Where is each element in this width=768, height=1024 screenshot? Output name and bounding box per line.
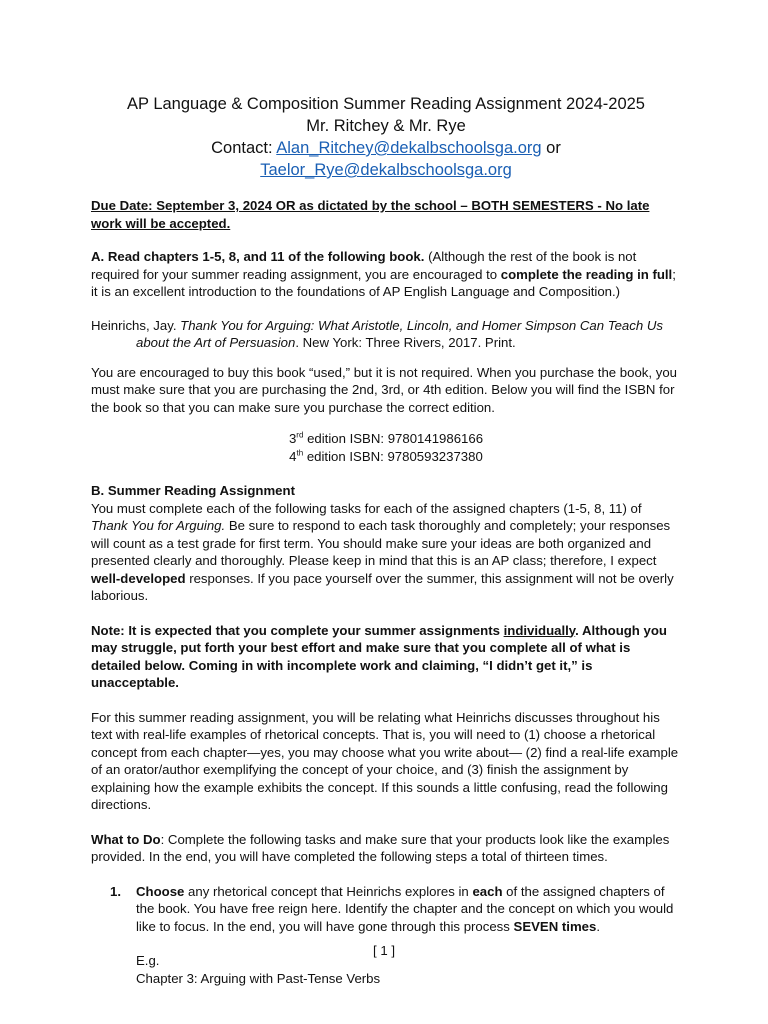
- section-b-text-2: Be sure to respond to each task thoroughly and completely; your responses will count as a test grade for first term. You should make sure your ideas are both organized and presented clearly and thoroughly. Please keep in mind that this is an AP class; therefore, I expect: [91, 518, 671, 568]
- what-to-do-label: What to Do: [91, 831, 161, 847]
- email-link-rye[interactable]: Taelor_Rye@dekalbschoolsga.org: [260, 161, 512, 179]
- step-1-bold-2: each: [472, 883, 503, 899]
- citation-title: Thank You for Arguing: What Aristotle, Lincoln, and Homer Simpson Can Teach Us about the Art of Persuasion: [136, 317, 663, 350]
- teacher-names: Mr. Ritchey & Mr. Rye: [306, 117, 466, 135]
- section-b-text-3: responses. If you pace yourself over the summer, this assignment will not be overly laborious.: [91, 570, 674, 603]
- page-number: [ 1 ]: [373, 943, 395, 958]
- step-1-text-1: any rhetorical concept that Heinrichs explores in: [184, 883, 473, 899]
- step-1-bold-3: SEVEN times: [513, 918, 597, 934]
- isbn-4th-number: 4: [289, 448, 297, 464]
- steps-list: [91, 883, 681, 936]
- isbn-3rd-value: edition ISBN: 9780141986166: [303, 431, 484, 446]
- section-b-heading: B. Summer Reading Assignment: [91, 483, 295, 498]
- document-title: AP Language & Composition Summer Reading Assignment 2024-2025: [127, 95, 645, 113]
- due-date: Due Date: September 3, 2024 OR as dictated by the school – BOTH SEMESTERS - No late work will be accepted.: [91, 198, 650, 231]
- contact-line: [91, 137, 681, 181]
- isbn-3rd-number: 3: [288, 431, 297, 446]
- purchase-paragraph: You are encouraged to buy this book “used,” but it is not required. When you purchase the book, you must make sure that you are purchasing the 2nd, 3rd, or 4th edition. Below you will find the ISBN for the book so that you can make sure you purchase the correct edition.: [91, 364, 677, 415]
- step-1-text-2: of the assigned chapters of the book. You have free reign here. Identify the chapter and the concept on which you would like to focus. In the end, you will have gone through this process: [136, 883, 674, 934]
- assignment-overview-paragraph: For this summer reading assignment, you will be relating what Heinrichs discusses throughout his text with real-life examples of rhetorical concepts. That is, you will need to (1) choose a rhetorical concept from each chapter—yes, you may choose what you write about— (2) find a real-life example of an orator/author exemplifying the concept of your choice, and (3) finish the assignment by explaining how the example exhibits the concept. If this sounds a little confusing, read the following directions.: [91, 709, 679, 812]
- contact-label: Contact:: [211, 139, 277, 157]
- section-a-paragraph: [91, 248, 681, 301]
- section-b-text-1: You must complete each of the following tasks for each of the assigned chapters (1-5, 8, 11) of: [91, 500, 642, 516]
- isbn-4th-value: edition ISBN: 9780593237380: [303, 448, 483, 464]
- section-b-emphasis: well-developed: [91, 570, 186, 586]
- step-1-bold-1: Choose: [136, 883, 185, 899]
- section-a-heading: A. Read chapters 1-5, 8, and 11 of the following book.: [91, 249, 425, 264]
- section-b-paragraph: [91, 500, 681, 605]
- example-chapter: Chapter 3: Arguing with Past-Tense Verbs: [136, 970, 381, 986]
- section-a-text-2: ; it is an excellent introduction to the foundations of AP English Language and Composition.): [91, 266, 676, 299]
- note-text-1: Note: It is expected that you complete your summer assignments: [91, 622, 504, 638]
- note-text-2: . Although you may struggle, put forth your best effort and make sure that you complete all of what is detailed below. Coming in with incomplete work and claiming, “I didn’t get it,” is unacceptable.: [91, 622, 667, 690]
- isbn-3rd-suffix: rd: [296, 430, 304, 440]
- isbn-3rd-edition: [91, 430, 681, 448]
- isbn-block: [91, 430, 681, 465]
- step-number: 1.: [110, 883, 121, 899]
- email-link-ritchey[interactable]: Alan_Ritchey@dekalbschoolsga.org: [276, 139, 542, 157]
- note-paragraph: [91, 622, 681, 692]
- isbn-4th-suffix: th: [296, 448, 304, 458]
- isbn-4th-edition: [91, 448, 681, 466]
- page-content: [91, 93, 681, 987]
- section-a-text-1: (Although the rest of the book is not required for your summer reading assignment, you are encouraged to: [91, 249, 637, 282]
- what-to-do-paragraph: [91, 831, 681, 866]
- example-label: E.g.: [136, 953, 160, 968]
- section-b: [91, 482, 681, 605]
- book-citation: [91, 317, 681, 352]
- note-underlined: individually: [503, 622, 576, 638]
- what-to-do-text: : Complete the following tasks and make sure that your products look like the examples provided. In the end, you will have completed the following steps a total of thirteen times.: [91, 831, 670, 864]
- citation-author: Heinrichs, Jay.: [91, 317, 181, 333]
- section-b-book-title: Thank You for Arguing.: [91, 518, 226, 533]
- step-1-text-3: .: [596, 918, 601, 934]
- section-a-emphasis: complete the reading in full: [500, 266, 673, 282]
- contact-or: or: [541, 139, 561, 157]
- list-item: [91, 883, 681, 936]
- document-header: [91, 93, 681, 181]
- citation-publisher: . New York: Three Rivers, 2017. Print.: [295, 335, 516, 350]
